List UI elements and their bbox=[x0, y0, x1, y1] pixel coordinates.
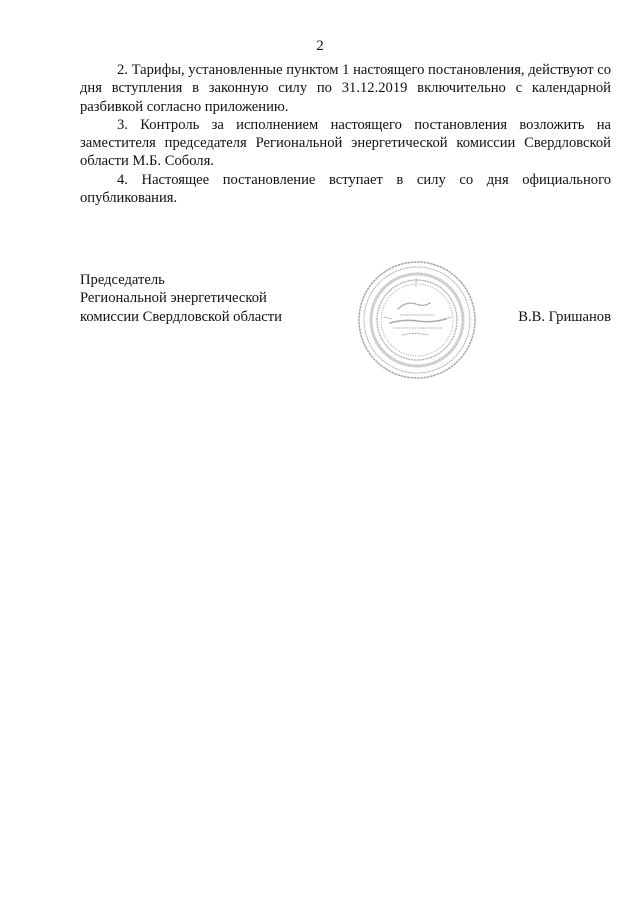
paragraph-control: 3. Контроль за исполнением настоящего постановления возложить на заместителя председателя Региональной энергетической комиссии Свердловской области М.Б. Соболя. bbox=[80, 116, 611, 170]
official-stamp-icon bbox=[354, 257, 480, 383]
paragraph-effective-date: 4. Настоящее постановление вступает в силу со дня официального опубликования. bbox=[80, 171, 611, 207]
signature-block bbox=[80, 271, 611, 381]
page-number: 2 bbox=[316, 38, 324, 54]
signer-title-line-1: Председатель bbox=[80, 272, 165, 288]
signer-title-line-3: комиссии Свердловской области bbox=[80, 308, 282, 325]
signer-name: В.В. Гришанов bbox=[518, 308, 611, 325]
signer-title-line-2: Региональной энергетической bbox=[80, 290, 267, 307]
paragraph-tariffs: 2. Тарифы, установленные пунктом 1 настоящего постановления, действуют со дня вступления в законную силу по 31.12.2019 включительно с календарной разбивкой согласно приложению. bbox=[80, 62, 611, 115]
document-body bbox=[80, 61, 611, 207]
